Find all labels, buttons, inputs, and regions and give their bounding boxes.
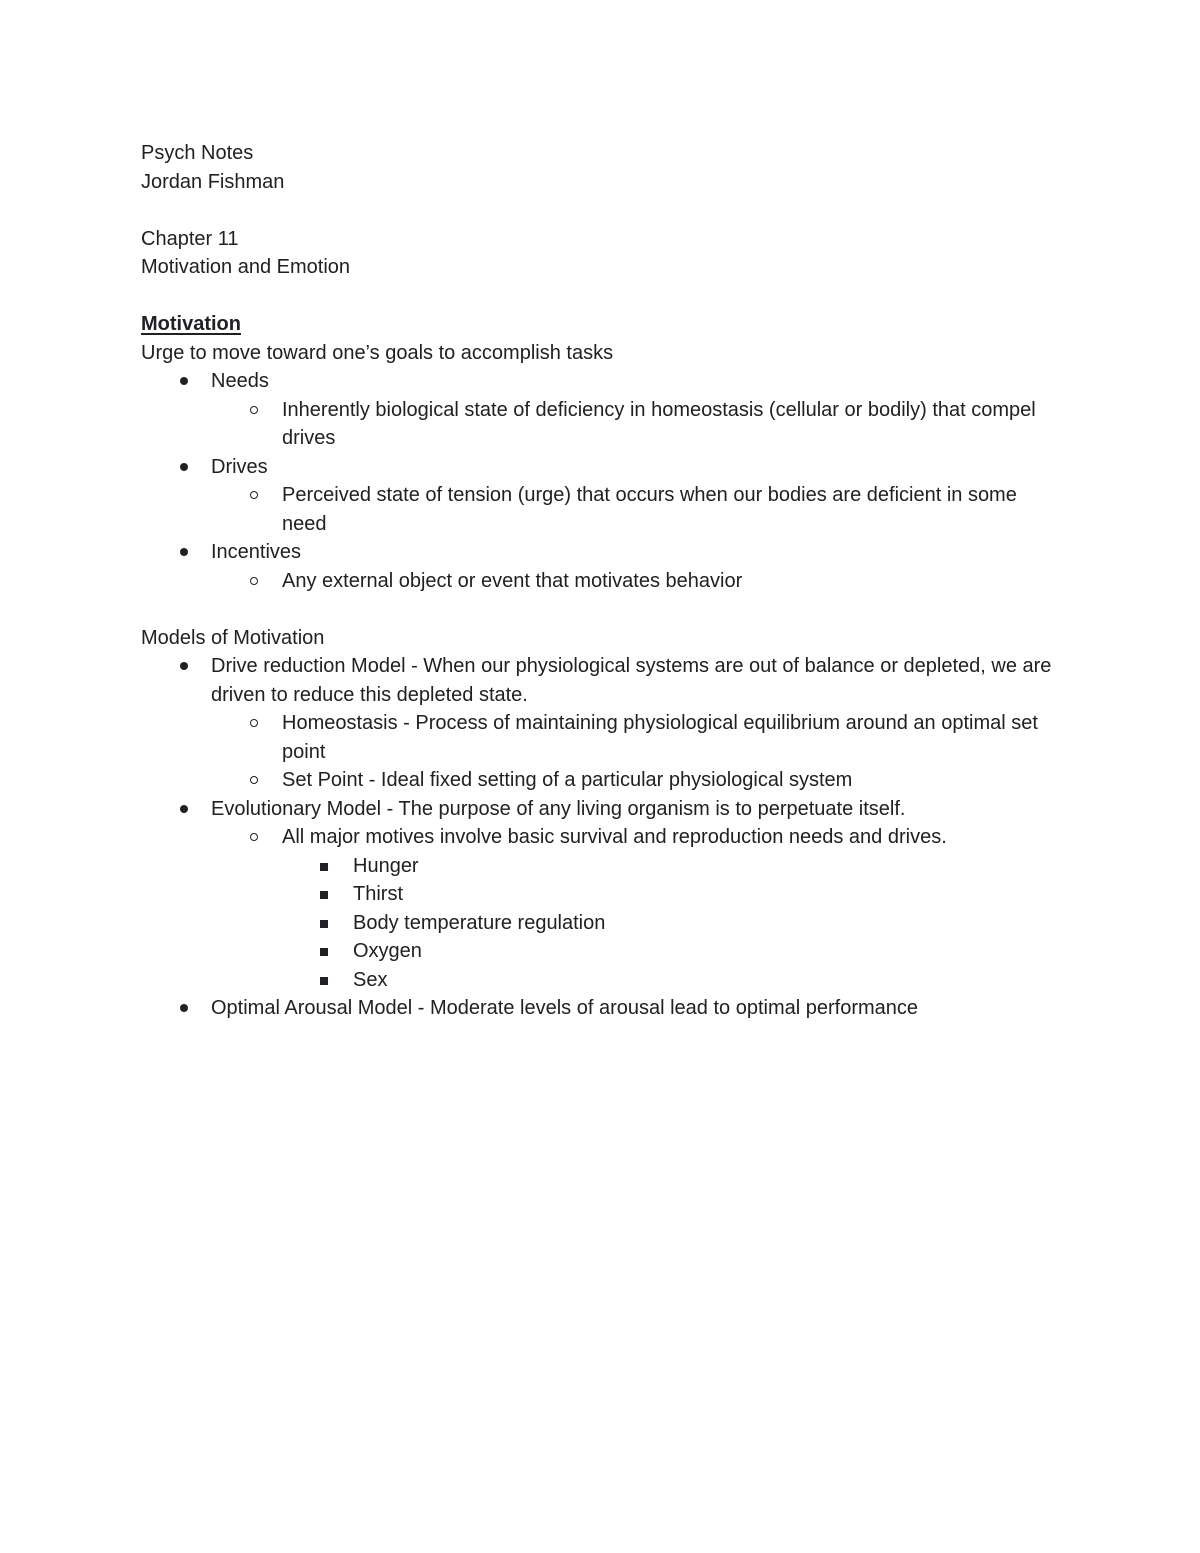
bullet-square-icon	[320, 891, 328, 899]
list-item-incentives	[141, 538, 1061, 595]
models-list	[141, 652, 1061, 1023]
sub-list	[211, 481, 1061, 538]
chapter-number: Chapter 11	[141, 227, 239, 250]
bullet-square-icon	[320, 948, 328, 956]
sub-list-item	[211, 481, 1061, 538]
list-item-label: Incentives	[211, 541, 302, 563]
bullet-circle-icon	[250, 719, 258, 727]
list-item-label: Drives	[211, 455, 268, 478]
bullet-disc-icon	[180, 548, 188, 556]
bullet-square-icon	[320, 920, 328, 928]
bullet-circle-icon	[250, 406, 258, 414]
blank-line	[141, 595, 1061, 624]
sub-item-text: All major motives involve basic survival and reproduction needs and drives.	[282, 826, 947, 848]
blank-line	[141, 196, 1061, 225]
sub-sub-item-text: Hunger	[353, 854, 419, 877]
list-item-label: Evolutionary Model - The purpose of any living organism is to perpetuate itself.	[211, 797, 906, 820]
bullet-disc-icon	[180, 463, 188, 471]
sub-sub-item-text: Oxygen	[353, 940, 422, 962]
bullet-circle-icon	[250, 776, 258, 784]
bullet-disc-icon	[180, 662, 188, 670]
document-page	[141, 139, 1061, 1023]
list-item-drives	[141, 453, 1061, 539]
sub-item-text: Homeostasis - Process of maintaining physiological equilibrium around an optimal set point	[282, 712, 1038, 763]
sub-sub-item-text: Body temperature regulation	[353, 911, 606, 934]
sub-sub-list-item	[282, 852, 1061, 881]
list-item-label: Optimal Arousal Model - Moderate levels of arousal lead to optimal performance	[211, 997, 919, 1019]
bullet-square-icon	[320, 863, 328, 871]
list-item-drive-reduction	[141, 652, 1061, 795]
section-heading-models: Models of Motivation	[141, 626, 325, 649]
motivation-definition: Urge to move toward one’s goals to accomplish tasks	[141, 341, 614, 364]
list-item-label: Drive reduction Model - When our physiological systems are out of balance or depleted, we are driven to reduce this depleted state.	[211, 655, 1052, 706]
section-heading-motivation: Motivation	[141, 313, 241, 335]
sub-list	[211, 709, 1061, 795]
sub-sub-list-item	[282, 937, 1061, 966]
sub-list-item	[211, 766, 1061, 795]
sub-sub-list	[282, 852, 1061, 995]
sub-list	[211, 567, 1061, 596]
doc-author: Jordan Fishman	[141, 170, 285, 193]
sub-list	[211, 396, 1061, 453]
sub-item-text: Set Point - Ideal fixed setting of a particular physiological system	[282, 769, 853, 791]
sub-sub-item-text: Sex	[353, 968, 388, 991]
sub-sub-list-item	[282, 880, 1061, 909]
chapter-title: Motivation and Emotion	[141, 256, 351, 278]
sub-item-text: Perceived state of tension (urge) that occurs when our bodies are deficient in some need	[282, 484, 1017, 535]
bullet-square-icon	[320, 977, 328, 985]
list-item-label: Needs	[211, 370, 269, 392]
list-item-needs	[141, 367, 1061, 453]
sub-sub-list-item	[282, 966, 1061, 995]
blank-line	[141, 282, 1061, 311]
sub-item-text: Any external object or event that motivates behavior	[282, 569, 743, 592]
sub-list-item	[211, 709, 1061, 766]
bullet-disc-icon	[180, 377, 188, 385]
sub-sub-list-item	[282, 909, 1061, 938]
sub-sub-item-text: Thirst	[353, 883, 403, 905]
bullet-disc-icon	[180, 1004, 188, 1012]
sub-item-text: Inherently biological state of deficiency in homeostasis (cellular or bodily) that compel drives	[282, 398, 1036, 449]
sub-list	[211, 823, 1061, 994]
list-item-evolutionary	[141, 795, 1061, 995]
list-item-optimal-arousal	[141, 994, 1061, 1023]
doc-title: Psych Notes	[141, 142, 254, 164]
bullet-disc-icon	[180, 805, 188, 813]
sub-list-item	[211, 567, 1061, 596]
bullet-circle-icon	[250, 491, 258, 499]
sub-list-item	[211, 823, 1061, 994]
motivation-list	[141, 367, 1061, 595]
bullet-circle-icon	[250, 833, 258, 841]
bullet-circle-icon	[250, 577, 258, 585]
sub-list-item	[211, 396, 1061, 453]
